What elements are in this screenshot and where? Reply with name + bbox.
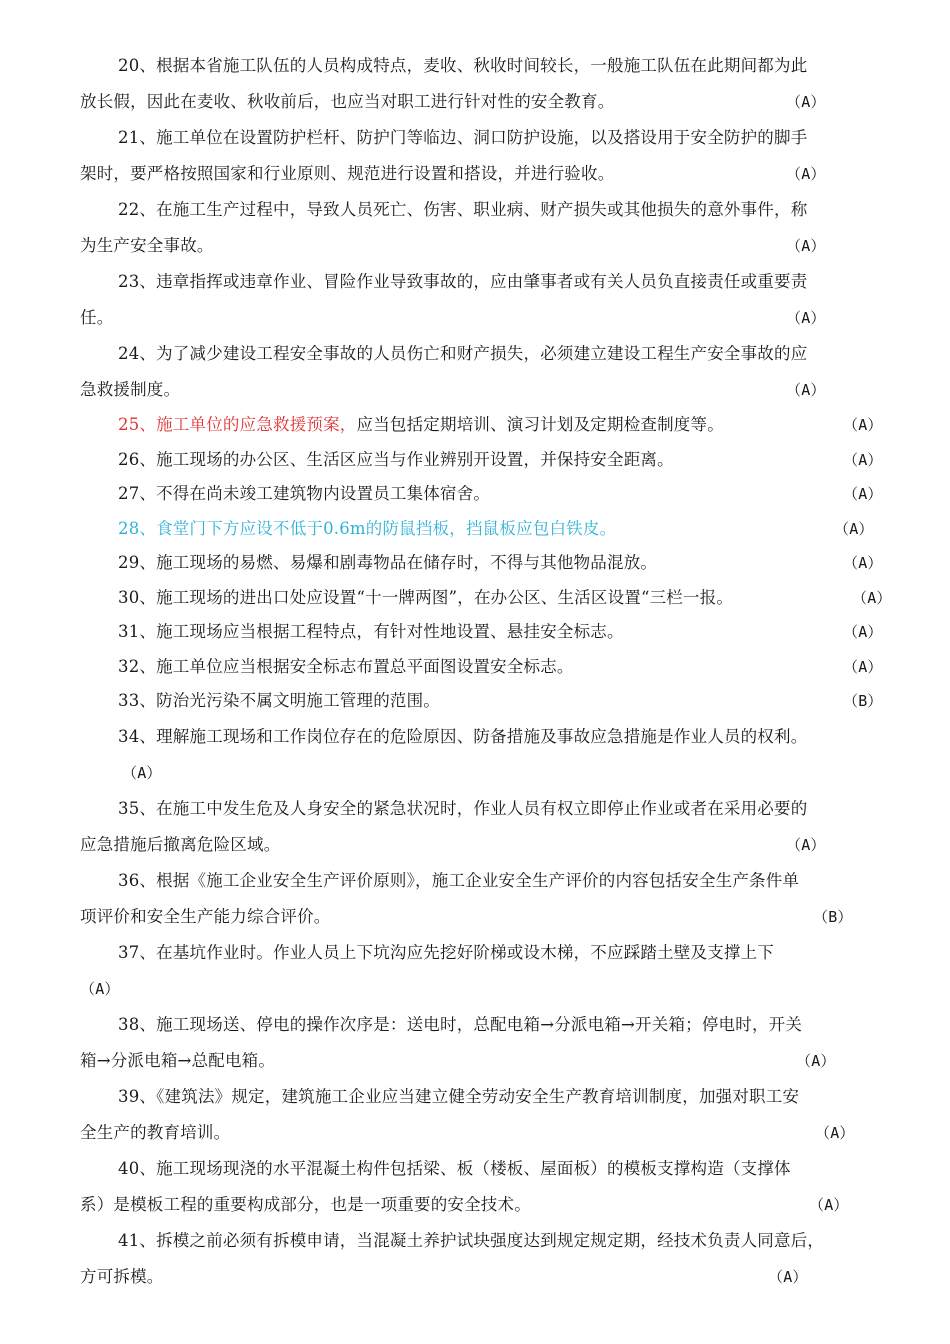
answer-mark: （A） [786, 93, 826, 111]
question-27 [80, 477, 906, 512]
answer-mark: （A） [796, 1051, 836, 1070]
question-line: 急救援制度。 [80, 380, 181, 399]
question-line: 21、施工单位在设置防护栏杆、防护门等临边、洞口防护设施，以及搭设用于安全防护的脚手 [118, 128, 808, 147]
question-30 [80, 581, 906, 616]
question-line: 31、施工现场应当根据工程特点，有针对性地设置、悬挂安全标志。 [118, 622, 624, 641]
question-line: 任。 [80, 308, 114, 327]
answer-mark: （A） [843, 554, 883, 572]
question-line: 39、《建筑法》规定，建筑施工企业应当建立健全劳动安全生产教育培训制度，加强对职工安 [118, 1086, 800, 1106]
answer-mark: （B） [843, 692, 883, 710]
answer-mark: （A） [809, 1195, 849, 1214]
question-25 [80, 408, 906, 443]
question-line: 27、不得在尚未竣工建筑物内设置员工集体宿舍。 [118, 484, 491, 503]
question-39 [80, 1079, 906, 1151]
question-34 [80, 719, 906, 791]
question-35 [80, 791, 906, 863]
answer-mark: （A） [768, 1267, 808, 1286]
question-line: 20、根据本省施工队伍的人员构成特点，麦收、秋收时间较长，一般施工队伍在此期间都为此 [118, 56, 808, 75]
question-line: 箱→分派电箱→总配电箱。 [80, 1050, 276, 1070]
question-line: 30、施工现场的进出口处应设置“十一牌两图”，在办公区、生活区设置“三栏一报。 [118, 587, 734, 607]
question-36 [80, 863, 906, 935]
question-line: 34、理解施工现场和工作岗位存在的危险原因、防备措施及事故应急措施是作业人员的权利。 [118, 726, 808, 746]
question-line: 应急措施后撤离危险区域。 [80, 834, 281, 854]
answer-mark: （A） [80, 979, 120, 998]
question-line: 23、违章指挥或违章作业、冒险作业导致事故的，应由肇事者或有关人员负直接责任或重要责 [118, 272, 808, 291]
answer-mark: （A） [843, 416, 883, 434]
question-line: 应当包括定期培训、演习计划及定期检查制度等。 [356, 415, 724, 434]
question-32 [80, 650, 906, 685]
question-28 [80, 512, 906, 547]
answer-mark: （A） [786, 309, 826, 327]
question-line: 放长假，因此在麦收、秋收前后，也应当对职工进行针对性的安全教育。 [80, 92, 615, 111]
highlighted-text: 25、施工单位的应急救援预案， [118, 415, 357, 434]
answer-mark: （A） [843, 623, 883, 641]
question-line: 35、在施工中发生危及人身安全的紧急状况时，作业人员有权立即停止作业或者在采用必要的 [118, 798, 808, 818]
question-line: 架时，要严格按照国家和行业原则、规范进行设置和搭设，并进行验收。 [80, 164, 615, 183]
question-20 [80, 48, 906, 120]
question-line: 32、施工单位应当根据安全标志布置总平面图设置安全标志。 [118, 656, 574, 676]
question-40 [80, 1151, 906, 1223]
question-line: 系）是模板工程的重要构成部分，也是一项重要的安全技术。 [80, 1194, 531, 1214]
answer-mark: （A） [786, 165, 826, 183]
question-26 [80, 443, 906, 478]
answer-mark: （A） [122, 763, 162, 782]
question-line: 29、施工现场的易燃、易爆和剧毒物品在储存时，不得与其他物品混放。 [118, 553, 658, 572]
question-21 [80, 120, 906, 192]
question-line: 33、防治光污染不属文明施工管理的范围。 [118, 691, 440, 710]
question-line: 36、根据《施工企业安全生产评价原则》，施工企业安全生产评价的内容包括安全生产条件单 [118, 870, 800, 890]
question-line: 项评价和安全生产能力综合评价。 [80, 906, 331, 926]
question-line: 为生产安全事故。 [80, 236, 214, 255]
question-29 [80, 546, 906, 581]
question-41 [80, 1223, 906, 1295]
question-line: 全生产的教育培训。 [80, 1122, 231, 1142]
answer-mark: （A） [786, 835, 826, 854]
question-37 [80, 935, 906, 1007]
question-line: 方可拆模。 [80, 1266, 164, 1286]
question-line: 26、施工现场的办公区、生活区应当与作业辨别开设置，并保持安全距离。 [118, 449, 674, 469]
answer-mark: （A） [843, 657, 883, 676]
question-38 [80, 1007, 906, 1079]
question-31 [80, 615, 906, 650]
answer-mark: （A） [834, 519, 874, 538]
answer-mark: （A） [852, 588, 892, 607]
answer-mark: （A） [786, 237, 826, 255]
question-22 [80, 192, 906, 264]
question-23 [80, 264, 906, 336]
highlighted-text: 28、食堂门下方应设不低于0.6m的防鼠挡板，挡鼠板应包白铁皮。 [118, 518, 617, 538]
question-line: 40、施工现场现浇的水平混凝土构件包括梁、板（楼板、屋面板）的模板支撑构造（支撑体 [118, 1158, 791, 1178]
question-line: 22、在施工生产过程中，导致人员死亡、伤害、职业病、财产损失或其他损失的意外事件，称 [118, 200, 808, 219]
answer-mark: （B） [813, 907, 853, 926]
answer-mark: （A） [786, 381, 826, 399]
answer-mark: （A） [843, 485, 883, 503]
question-24 [80, 336, 906, 408]
question-line: 38、施工现场送、停电的操作次序是：送电时，总配电箱→分派电箱→开关箱；停电时，开关 [118, 1014, 803, 1034]
question-line: 24、为了减少建设工程安全事故的人员伤亡和财产损失，必须建立建设工程生产安全事故的应 [118, 344, 808, 363]
answer-mark: （A） [843, 450, 883, 469]
question-33 [80, 684, 906, 719]
question-line: 37、在基坑作业时。作业人员上下坑沟应先挖好阶梯或设木梯，不应踩踏土壁及支撑上下 [118, 942, 774, 962]
answer-mark: （A） [815, 1123, 855, 1142]
question-line: 41、拆模之前必须有拆模申请，当混凝土养护试块强度达到规定规定期，经技术负责人同意后， [118, 1230, 825, 1250]
